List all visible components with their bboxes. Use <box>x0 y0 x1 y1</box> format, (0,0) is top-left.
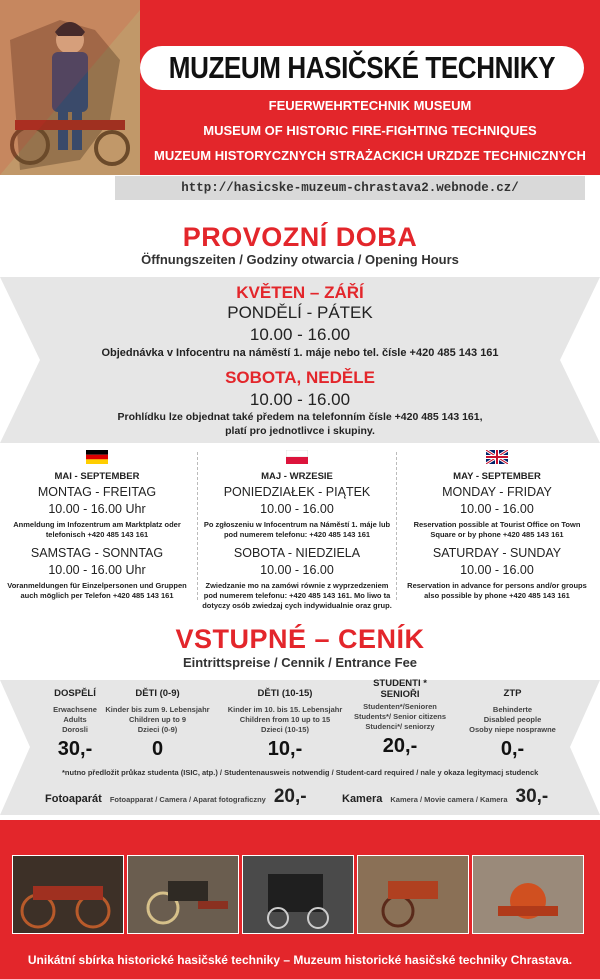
weekdays-label: MONTAG - FREITAG <box>37 485 157 499</box>
price-value: 30,- <box>57 738 93 760</box>
weekday-time: 10.00 - 16.00 Uhr <box>48 502 146 516</box>
weekday-time: 10.00 - 16.00 <box>249 325 351 344</box>
weekend-note-1: Prohlídku lze objednat také předem na telefonním čísle +420 485 143 161, <box>117 411 483 423</box>
weekend-label: SAMSTAG - SONNTAG <box>30 546 164 560</box>
weekend-label: SOBOTA - NIEDZIELA <box>233 546 361 560</box>
url-bar <box>115 176 585 200</box>
weekdays-label: PONDĚLÍ - PÁTEK <box>227 303 373 322</box>
english-column <box>402 450 592 601</box>
exhibit-photo <box>12 855 124 934</box>
price-value: 0 <box>151 738 164 760</box>
weekend-note: Voranmeldungen für Einzelpersonen und Gruppen auch möglich per Telefon +420 485 143 161 <box>7 581 187 600</box>
price-label: DĚTI (10-15) <box>257 688 313 699</box>
price-value: 0,- <box>500 738 525 760</box>
weekday-note: Po zgłoszeniu w Infocentrum na Náměstí 1. máje lub pod numerem telefonu: +420 485 143 161 <box>203 520 391 539</box>
price-children-0-9 <box>100 688 215 761</box>
weekday-note: Anmeldung im Infozentrum am Marktplatz oder telefonisch +420 485 143 161 <box>13 520 181 539</box>
camera-small: Kamera / Movie camera / Kamera <box>390 795 508 804</box>
subtitle-english: MUSEUM OF HISTORIC FIRE-FIGHTING TECHNIQUES <box>203 123 537 138</box>
photo-label: Fotoaparát <box>45 793 102 805</box>
prices-subheading: Eintrittspreise / Cennik / Entrance Fee <box>182 655 418 670</box>
weekend-time: 10.00 - 16.00 <box>460 563 534 577</box>
weekday-note: Reservation possible at Tourist Office on Town Square or by phone +420 485 143 161 <box>413 520 581 539</box>
footer-text: Unikátní sbírka historické hasičské techniky – Muzeum historické hasičské techniky Chrastava. <box>27 952 573 967</box>
german-flag-icon <box>86 450 108 464</box>
website-url[interactable]: http://hasicske-muzeum-chrastava2.webnode.cz/ <box>181 181 519 195</box>
price-value: 20,- <box>382 735 418 757</box>
price-label: ZTP <box>503 688 522 699</box>
months-label: MAY - SEPTEMBER <box>453 471 541 482</box>
hours-subheading: Öffnungszeiten / Godziny otwarcia / Opening Hours <box>141 252 459 267</box>
hours-heading: PROVOZNÍ DOBA <box>182 222 418 252</box>
price-label: DĚTI (0-9) <box>135 688 180 699</box>
price-small: Studenten*/Senioren Students*/ Senior citizens Studenci*/ seniorzy <box>353 702 447 731</box>
weekdays-label: PONIEDZIAŁEK - PIĄTEK <box>223 485 371 499</box>
months-label: MAJ - WRZESIE <box>261 471 333 482</box>
price-small: Erwachsene Adults Dorosli <box>53 705 97 734</box>
weekend-note-2: platí pro jednotlivce i skupiny. <box>225 425 375 437</box>
exhibit-photo <box>127 855 239 934</box>
season-label: KVĚTEN – ZÁŘÍ <box>236 283 364 302</box>
exhibit-photo <box>242 855 354 934</box>
camera-fee <box>342 786 548 808</box>
weekend-note: Zwiedzanie mo na zamówi równie z wyprzedzeniem pod numerem telefonu: +420 485 143 161. Mo liwo ta dotyczy osób zwiedzaj cych indywidualnie oraz grup. <box>202 581 392 610</box>
page-title: MUZEUM HASIČSKÉ TECHNIKY <box>168 50 556 85</box>
weekend-time: 10.00 - 16.00 Uhr <box>48 563 146 577</box>
price-small: Kinder im 10. bis 15. Lebensjahr Children from 10 up to 15 Dzieci (10-15) <box>227 705 343 734</box>
polish-flag-icon <box>286 450 308 464</box>
column-divider <box>197 452 198 600</box>
title-box <box>140 46 584 90</box>
footer-banner <box>0 940 600 979</box>
weekend-label: SATURDAY - SUNDAY <box>432 546 562 560</box>
weekday-note: Objednávka v Infocentru na náměstí 1. máje nebo tel. čísle +420 485 143 161 <box>101 347 499 359</box>
header-banner <box>0 0 600 175</box>
camera-label: Kamera <box>342 793 383 805</box>
polish-column <box>202 450 392 611</box>
price-disabled <box>455 688 570 761</box>
weekend-time: 10.00 - 16.00 <box>249 390 351 409</box>
subtitle-german: FEUERWEHRTECHNIK MUSEUM <box>268 98 472 113</box>
german-column <box>2 450 192 601</box>
weekend-time: 10.00 - 16.00 <box>260 563 334 577</box>
subtitle-polish: MUZEUM HISTORYCZNYCH STRAŻACKICH URZDZE TECHNICZNYCH <box>154 148 586 163</box>
weekday-time: 10.00 - 16.00 <box>460 502 534 516</box>
months-label: MAI - SEPTEMBER <box>54 471 140 482</box>
price-children-10-15 <box>220 688 350 761</box>
column-divider <box>396 452 397 600</box>
price-small: Behinderte Disabled people Osoby niepe nosprawne <box>469 705 556 734</box>
photo-fee <box>45 786 307 808</box>
price-small: Kinder bis zum 9. Lebensjahr Children up to 9 Dzieci (0-9) <box>105 705 210 734</box>
firefighter-illustration <box>0 0 140 175</box>
photo-gallery <box>0 820 600 940</box>
exhibit-photo <box>357 855 469 934</box>
photo-price: 20,- <box>273 786 307 807</box>
price-value: 10,- <box>267 738 303 760</box>
weekdays-label: MONDAY - FRIDAY <box>442 485 552 499</box>
student-footnote: *nutno předložit průkaz studenta (ISIC, atp.) / Studentenausweis notwendig / Student-card required / nale y okaza legitymacj studenck <box>62 768 539 777</box>
weekend-note: Reservation in advance for persons and/or groups also possible by phone +420 485 143 161 <box>407 581 587 600</box>
uk-flag-icon <box>486 450 508 464</box>
prices-heading: VSTUPNÉ – CENÍK <box>175 624 425 654</box>
weekend-label: SOBOTA, NEDĚLE <box>225 368 375 387</box>
price-label: STUDENTI * SENIOŘI <box>373 678 427 700</box>
price-label: DOSPĚLÍ <box>54 688 96 699</box>
photo-small: Fotoapparat / Camera / Aparat fotograficzny <box>109 795 266 804</box>
exhibit-photo <box>472 855 584 934</box>
weekday-time: 10.00 - 16.00 <box>260 502 334 516</box>
camera-price: 30,- <box>515 786 549 807</box>
price-students-seniors <box>345 678 455 758</box>
